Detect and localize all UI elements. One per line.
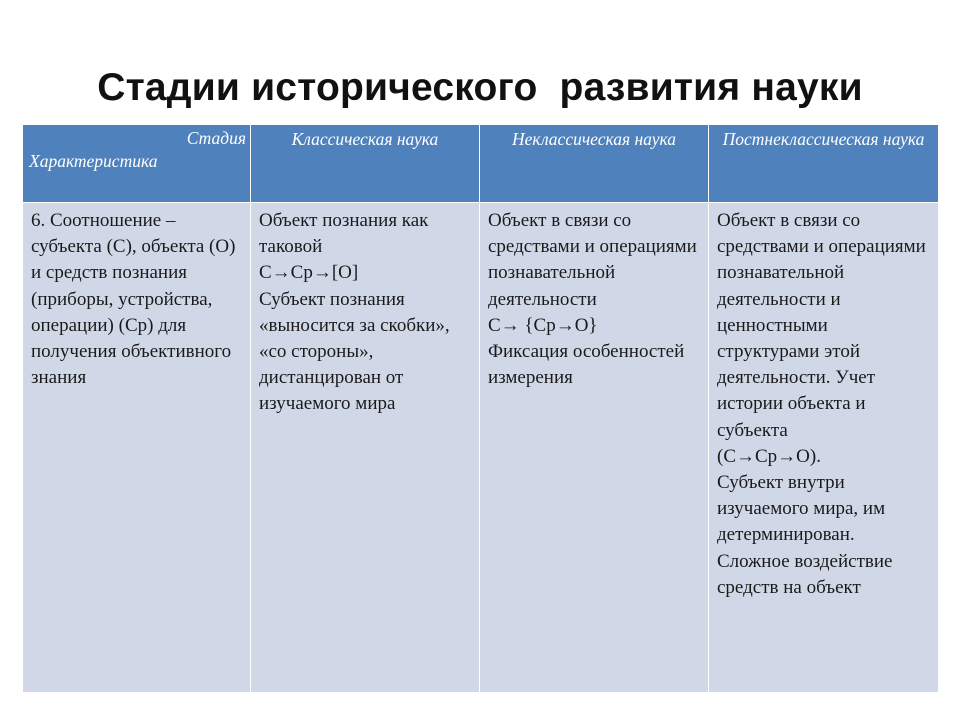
cell-characteristic: 6. Соотношение – субъекта (С), объекта (О) и средств познания (приборы, устройства, операции) (Ср) для получения объективного знания [23, 203, 251, 693]
cell-postnonclassical: Объект в связи со средствами и операциями познавательной деятельности и ценностными структурами этой деятельности. Учет истории объекта и субъекта (С→Ср→О). Субъект внутри изучаемого мира, им детерминирован. Сложное воздействие средств на объект [709, 203, 939, 693]
header-stage-label: Стадия [186, 128, 246, 148]
header-nonclassical: Неклассическая наука [480, 125, 709, 203]
slide-title: Стадии исторического развития науки [97, 66, 863, 109]
header-characteristic-label: Характеристика [29, 151, 158, 171]
stages-table [22, 124, 939, 693]
header-postnonclassical: Постнеклассическая наука [709, 125, 939, 203]
cell-nonclassical: Объект в связи со средствами и операциями познавательной деятельности С→ {Ср→О} Фиксация особенностей измерения [480, 203, 709, 693]
table-row [23, 203, 939, 693]
table-header-row [23, 125, 939, 203]
header-corner-cell [23, 125, 251, 203]
header-classical: Классическая наука [251, 125, 480, 203]
cell-classical: Объект познания как таковой С→Ср→[О] Субъект познания «выносится за скобки», «со стороны», дистанцирован от изучаемого мира [251, 203, 480, 693]
